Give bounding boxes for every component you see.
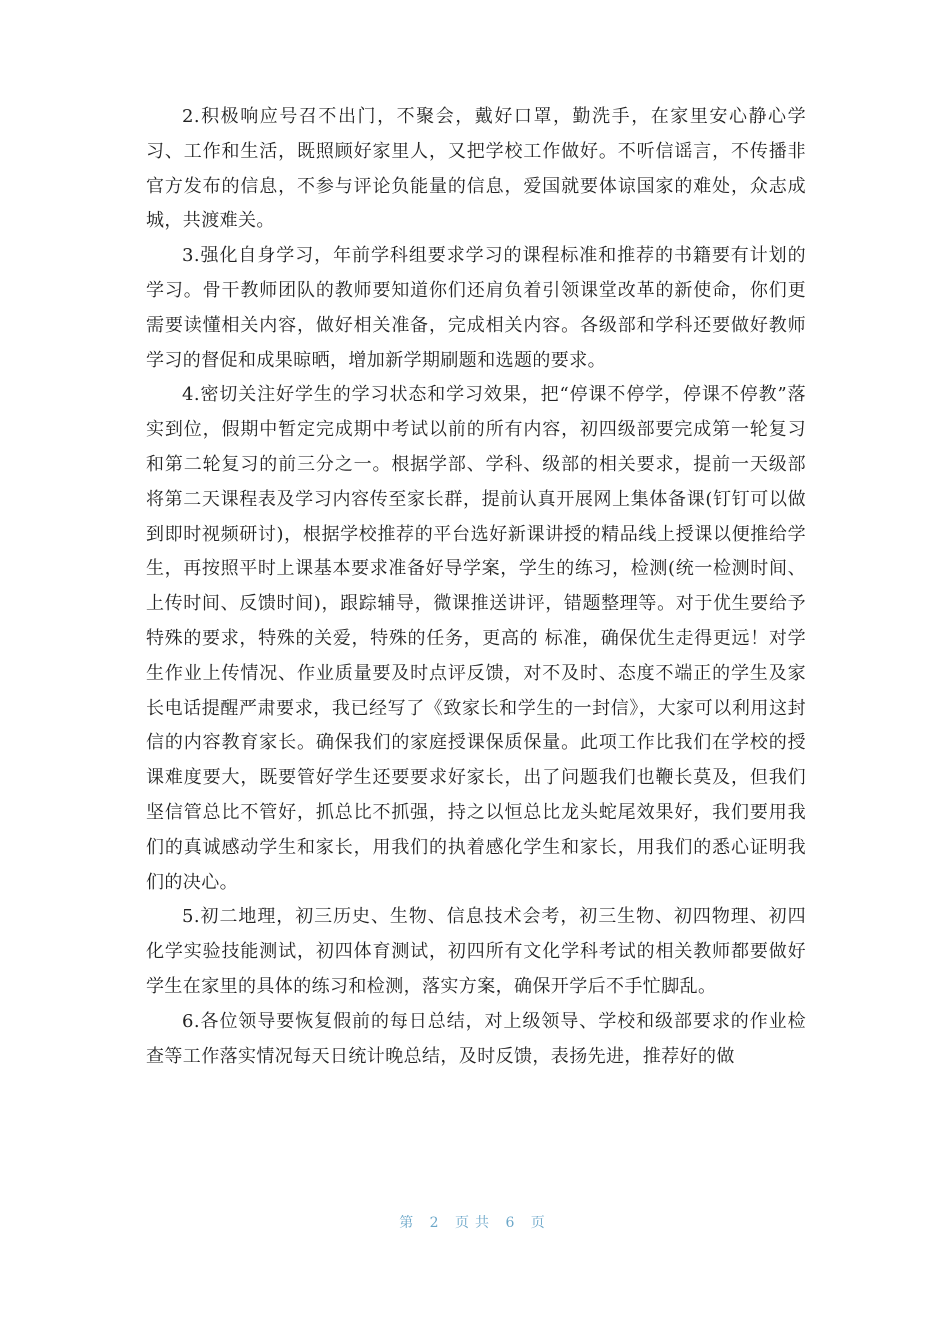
document-body — [146, 100, 806, 1074]
paragraph-item-5: 5.初二地理，初三历史、生物、信息技术会考，初三生物、初四物理、初四化学实验技能测试，初四体育测试，初四所有文化学科考试的相关教师都要做好学生在家里的具体的练习和检测，落实方案，确保开学后不手忙脚乱。 — [146, 906, 806, 997]
paragraph-item-2: 2.积极响应号召不出门，不聚会，戴好口罩，勤洗手，在家里安心静心学习、工作和生活，既照顾好家里人，又把学校工作做好。不听信谣言，不传播非官方发布的信息，不参与评论负能量的信息，爱国就要体谅国家的难处，众志成城，共渡难关。 — [146, 106, 806, 232]
paragraph-item-4: 4.密切关注好学生的学习状态和学习效果，把“停课不停学，停课不停教”落实到位，假期中暂定完成期中考试以前的所有内容，初四级部要完成第一轮复习和第二轮复习的前三分之一。根据学部、学科、级部的相关要求，提前一天级部将第二天课程表及学习内容传至家长群，提前认真开展网上集体备课(钉钉可以做到即时视频研讨)，根据学校推荐的平台选好新课讲授的精品线上授课以便推给学生，再按照平时上课基本要求准备好导学案，学生的练习，检测(统一检测时间、上传时间、反馈时间)，跟踪辅导，微课推送讲评，错题整理等。对于优生要给予特殊的要求，特殊的关爱，特殊的任务，更高的 标准，确保优生走得更远！对学生作业上传情况、作业质量要及时点评反馈，对不及时、态度不端正的学生及家长电话提醒严肃要求，我已经写了《致家长和学生的一封信》，大家可以利用这封信的内容教育家长。确保我们的家庭授课保质保量。此项工作比我们在学校的授课难度要大，既要管好学生还要要求好家长，出了问题我们也鞭长莫及，但我们坚信管总比不管好，抓总比不抓强，持之以恒总比龙头蛇尾效果好，我们要用我们的真诚感动学生和家长，用我们的执着感化学生和家长，用我们的悉心证明我们的决心。 — [146, 384, 806, 893]
paragraph-item-3: 3.强化自身学习，年前学科组要求学习的课程标准和推荐的书籍要有计划的学习。骨干教师团队的教师要知道你们还肩负着引领课堂改革的新使命，你们更需要读懂相关内容，做好相关准备，完成相关内容。各级部和学科还要做好教师学习的督促和成果晾晒，增加新学期刷题和选题的要求。 — [146, 245, 806, 371]
paragraph-item-6: 6.各位领导要恢复假前的每日总结，对上级领导、学校和级部要求的作业检查等工作落实情况每天日统计晚总结，及时反馈，表扬先进，推荐好的做 — [146, 1010, 806, 1067]
page-number-footer: 第 2 页共 6 页 — [399, 1215, 551, 1231]
